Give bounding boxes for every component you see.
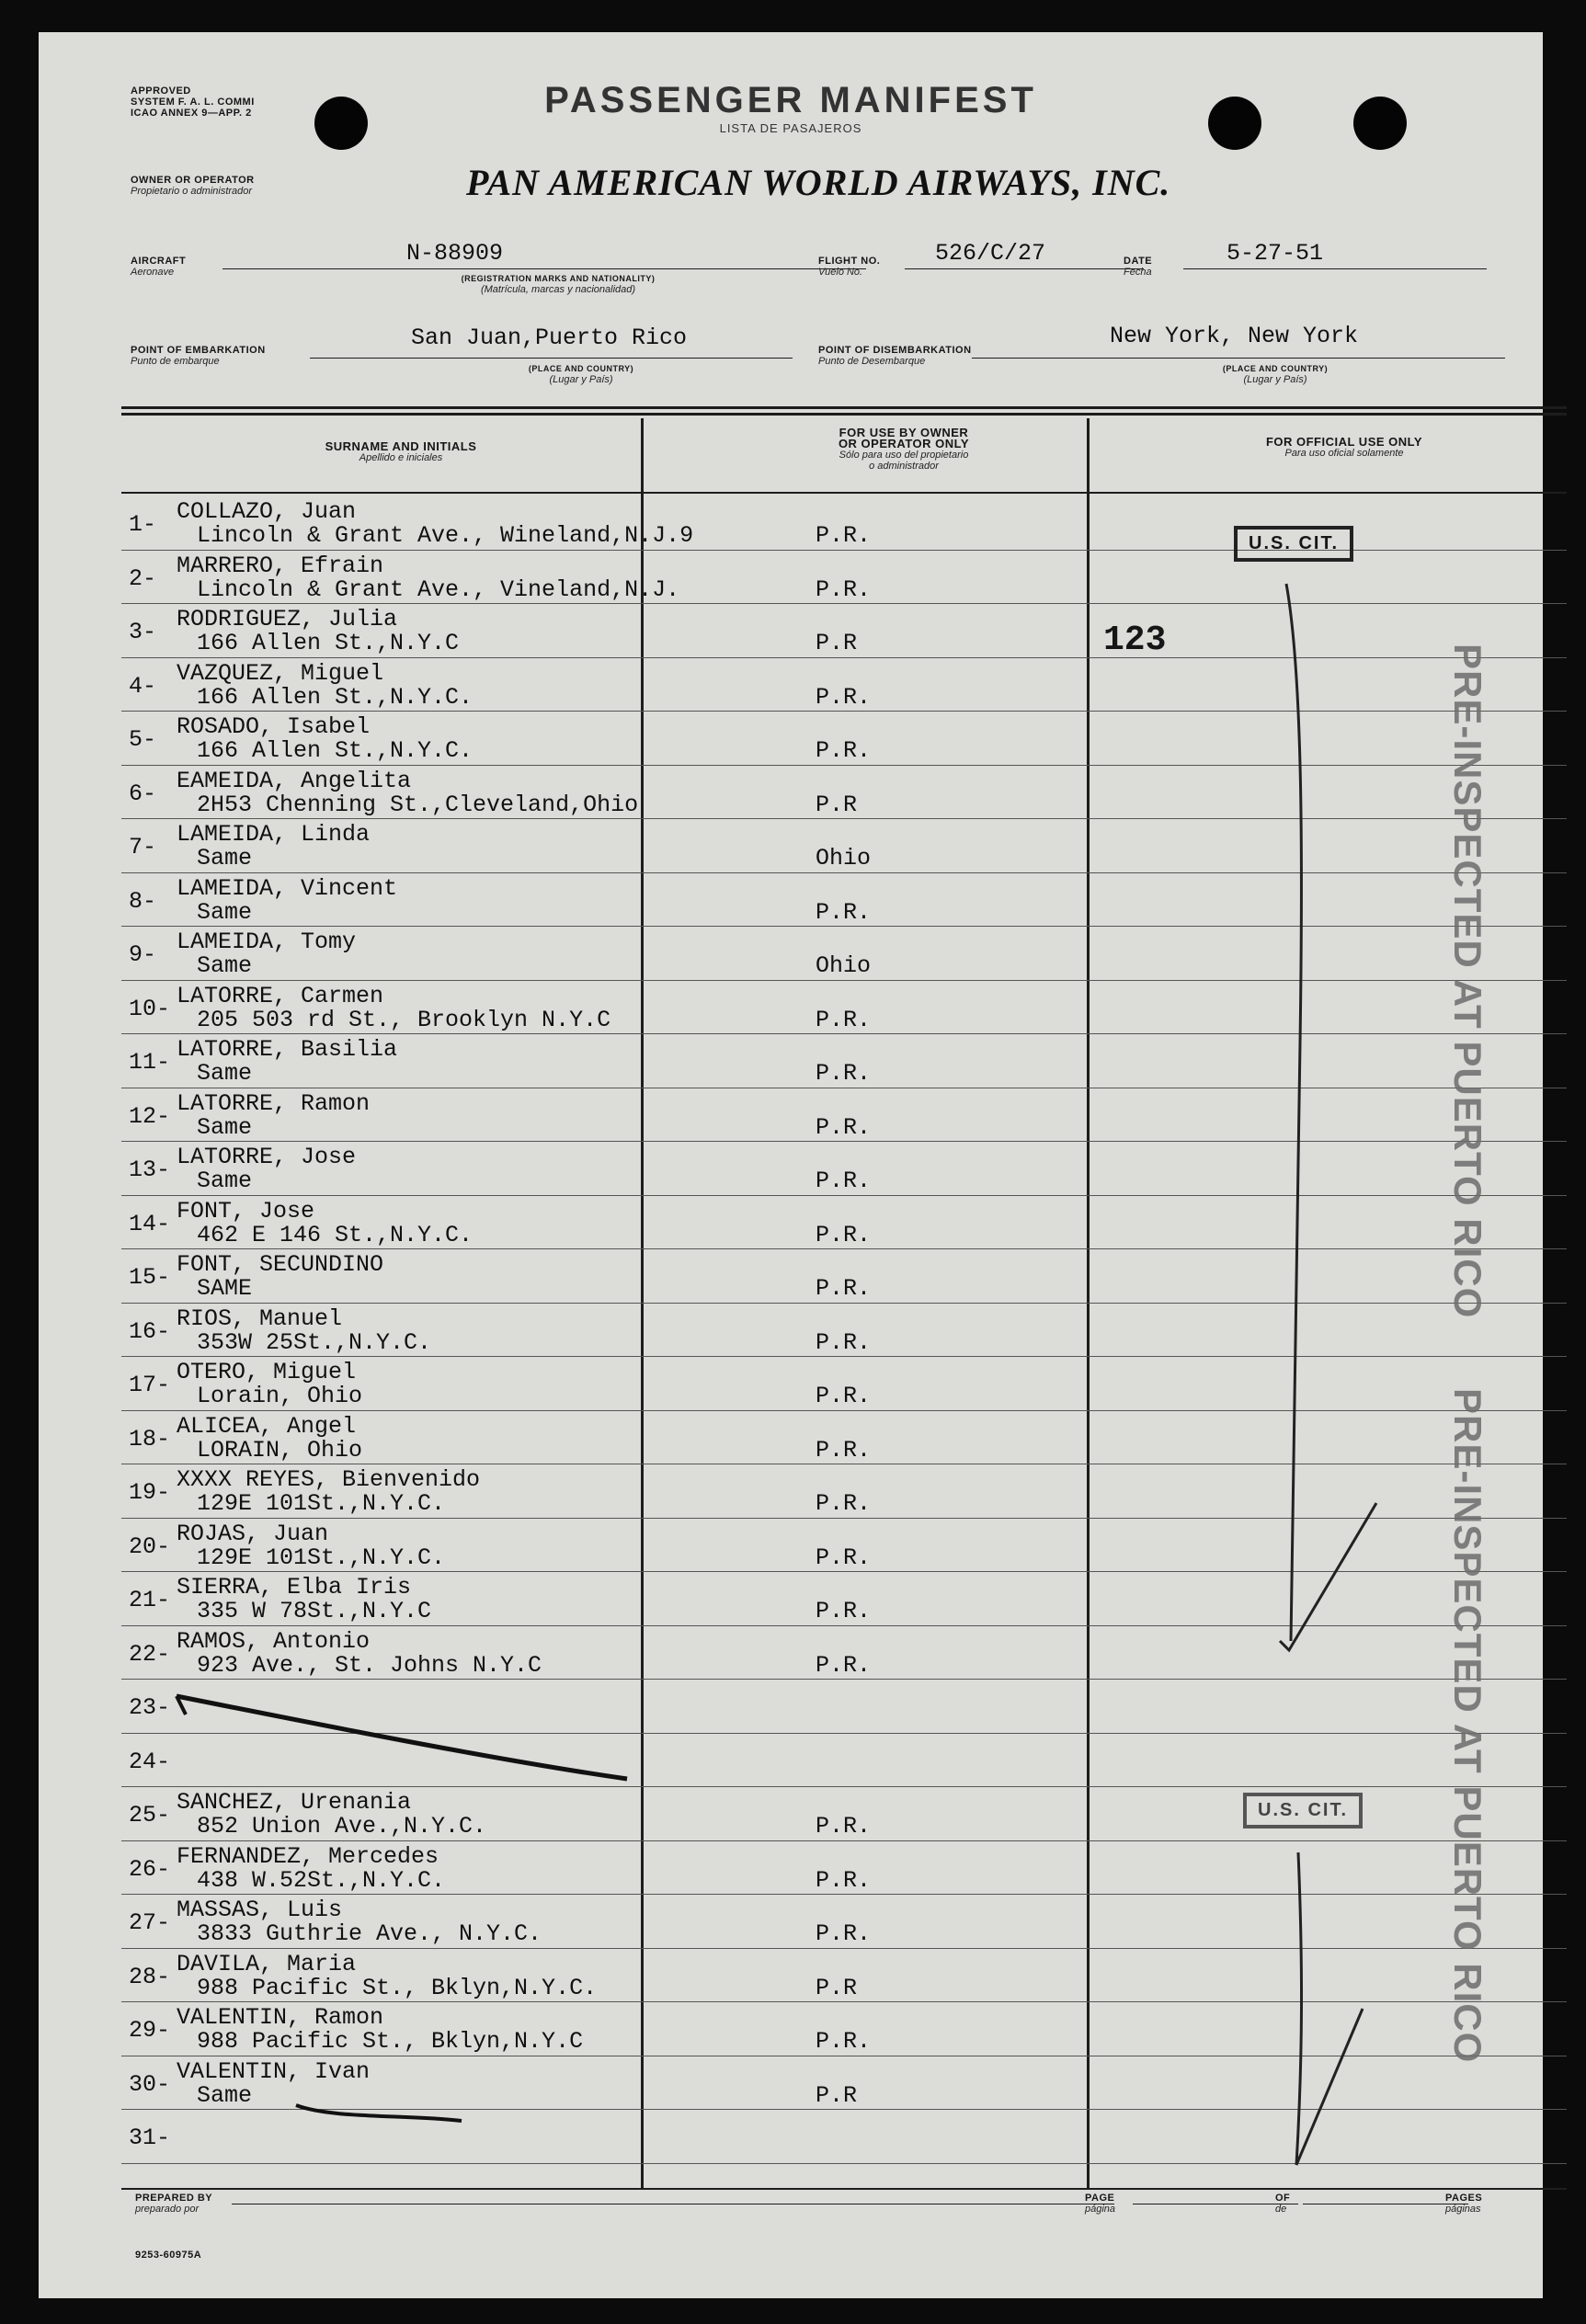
pages-label: PAGES bbox=[1445, 2193, 1483, 2204]
passenger-address: 923 Ave., St. Johns N.Y.C bbox=[197, 1651, 542, 1679]
row-number: 18- bbox=[129, 1425, 171, 1452]
operator-use: Ohio bbox=[816, 952, 872, 979]
row-number: 5- bbox=[129, 726, 157, 753]
row-number: 27- bbox=[129, 1909, 171, 1936]
passenger-address: Same bbox=[197, 845, 253, 872]
col-header-en: SURNAME AND INITIALS bbox=[325, 439, 477, 453]
prepared-by-block bbox=[135, 2193, 212, 2215]
col-header-es: o administrador bbox=[869, 461, 939, 472]
page-label-es: página bbox=[1085, 2204, 1116, 2215]
passenger-name: FERNANDEZ, Mercedes bbox=[177, 1842, 439, 1870]
manifest-sheet bbox=[39, 32, 1543, 2298]
row-number: 29- bbox=[129, 2017, 171, 2044]
row-number: 22- bbox=[129, 1640, 171, 1668]
passenger-name: LATORRE, Jose bbox=[177, 1144, 357, 1170]
row-number: 26- bbox=[129, 1855, 171, 1883]
operator-use: P.R. bbox=[816, 1383, 872, 1409]
operator-use: P.R. bbox=[816, 522, 872, 549]
row-number: 12- bbox=[129, 1102, 171, 1130]
passenger-name: LATORRE, Carmen bbox=[177, 982, 384, 1009]
us-citizen-stamp: U.S. CIT. bbox=[1234, 526, 1353, 562]
passenger-address: Same bbox=[197, 898, 253, 926]
col-header-es: Apellido e iniciales bbox=[359, 452, 443, 463]
date-label-es: Fecha bbox=[1124, 267, 1152, 278]
passenger-address: 438 W.52St.,N.Y.C. bbox=[197, 1866, 446, 1894]
approval-line: ICAO ANNEX 9—APP. 2 bbox=[131, 108, 252, 119]
row-number: 7- bbox=[129, 834, 157, 860]
col-header-es: Sólo para uso del propietario bbox=[839, 450, 969, 461]
disembark-label: POINT OF DISEMBARKATION bbox=[818, 345, 972, 356]
approval-line: SYSTEM F. A. L. COMMI bbox=[131, 97, 255, 108]
passenger-address: Lorain, Ohio bbox=[197, 1383, 363, 1409]
check-stroke bbox=[1280, 1503, 1376, 1650]
passenger-address: 988 Pacific St., Bklyn,N.Y.C. bbox=[197, 1974, 598, 2001]
operator-use: P.R. bbox=[816, 1598, 872, 1624]
aircraft-note-es: (Matrícula, marcas y nacionalidad) bbox=[480, 284, 636, 295]
passenger-address: LORAIN, Ohio bbox=[197, 1436, 363, 1464]
passenger-name: XXXX REYES, Bienvenido bbox=[177, 1466, 481, 1493]
passenger-name: DAVILA, Maria bbox=[177, 1950, 357, 1977]
date-value: 5-27-51 bbox=[1227, 240, 1324, 267]
col-header-en: FOR USE BY OWNER bbox=[839, 426, 969, 439]
passenger-address: 852 Union Ave.,N.Y.C. bbox=[197, 1813, 487, 1840]
passenger-name: ROJAS, Juan bbox=[177, 1520, 329, 1547]
page-subtitle: LISTA DE PASAJEROS bbox=[719, 121, 862, 135]
col-header-es: Para uso oficial solamente bbox=[1284, 448, 1404, 459]
owner-value: PAN AMERICAN WORLD AIRWAYS, INC. bbox=[466, 162, 1171, 203]
operator-use: P.R. bbox=[816, 1168, 872, 1194]
passenger-name: LAMEIDA, Vincent bbox=[177, 874, 398, 902]
passenger-address: Lincoln & Grant Ave., Vineland,N.J. bbox=[197, 575, 680, 603]
row-number: 23- bbox=[129, 1694, 171, 1721]
operator-use: P.R. bbox=[816, 1920, 872, 1947]
operator-use: P.R. bbox=[816, 683, 872, 711]
form-code: 9253-60975A bbox=[135, 2250, 202, 2261]
embark-label: POINT OF EMBARKATION bbox=[131, 345, 266, 356]
passenger-name: RIOS, Manuel bbox=[177, 1304, 343, 1332]
check-stroke bbox=[1296, 2009, 1363, 2165]
operator-use: P.R bbox=[816, 791, 858, 818]
passenger-name: MARRERO, Efrain bbox=[177, 552, 384, 579]
passenger-name: LAMEIDA, Linda bbox=[177, 821, 371, 848]
official-mark: 123 bbox=[1103, 621, 1167, 660]
passenger-address: Same bbox=[197, 1113, 253, 1141]
passenger-address: 129E 101St.,N.Y.C. bbox=[197, 1490, 446, 1517]
check-stroke bbox=[1286, 584, 1301, 1641]
handwritten-marks bbox=[39, 32, 1543, 2298]
of-label-es: de bbox=[1275, 2204, 1287, 2215]
owner-label-es: Propietario o administrador bbox=[131, 186, 253, 197]
passenger-name: VALENTIN, Ivan bbox=[177, 2057, 371, 2085]
operator-use: P.R. bbox=[816, 1544, 872, 1571]
passenger-address: SAME bbox=[197, 1275, 253, 1302]
passenger-name: MASSAS, Luis bbox=[177, 1897, 343, 1923]
row-number: 24- bbox=[129, 1748, 171, 1775]
place-note-es: (Lugar y País) bbox=[549, 374, 613, 385]
passenger-name: FONT, Jose bbox=[177, 1197, 315, 1225]
flight-value: 526/C/27 bbox=[935, 240, 1046, 267]
passenger-name: FONT, SECUNDINO bbox=[177, 1251, 384, 1278]
passenger-name: EAMEIDA, Angelita bbox=[177, 767, 412, 794]
passenger-name: ALICEA, Angel bbox=[177, 1412, 357, 1440]
approval-line: APPROVED bbox=[131, 85, 191, 97]
passenger-name: RAMOS, Antonio bbox=[177, 1627, 371, 1655]
passenger-address: 335 W 78St.,N.Y.C bbox=[197, 1598, 432, 1624]
row-number: 4- bbox=[129, 672, 157, 700]
row-number: 17- bbox=[129, 1372, 171, 1398]
operator-use: P.R. bbox=[816, 1113, 872, 1141]
passenger-address: 129E 101St.,N.Y.C. bbox=[197, 1544, 446, 1571]
passenger-address: 166 Allen St.,N.Y.C. bbox=[197, 737, 474, 764]
underline-stroke bbox=[296, 2105, 462, 2121]
aircraft-value: N-88909 bbox=[406, 240, 504, 267]
operator-use: Ohio bbox=[816, 845, 872, 872]
aircraft-label-es: Aeronave bbox=[131, 267, 175, 278]
row-number: 6- bbox=[129, 780, 157, 807]
passenger-address: 988 Pacific St., Bklyn,N.Y.C bbox=[197, 2028, 584, 2055]
embark-value: San Juan,Puerto Rico bbox=[411, 325, 688, 351]
page-title: PASSENGER MANIFEST bbox=[544, 80, 1037, 120]
row-number: 16- bbox=[129, 1317, 171, 1345]
owner-label: OWNER OR OPERATOR bbox=[131, 175, 255, 186]
operator-use: P.R. bbox=[816, 898, 872, 926]
row-number: 9- bbox=[129, 941, 157, 968]
of-label-block bbox=[1275, 2193, 1290, 2215]
operator-use: P.R. bbox=[816, 1006, 872, 1033]
row-number: 21- bbox=[129, 1587, 171, 1613]
row-number: 1- bbox=[129, 511, 157, 538]
passenger-name: VALENTIN, Ramon bbox=[177, 2004, 384, 2031]
pages-label-es: páginas bbox=[1445, 2204, 1481, 2215]
row-number: 14- bbox=[129, 1210, 171, 1237]
us-citizen-stamp: U.S. CIT. bbox=[1243, 1793, 1363, 1828]
passenger-address: 353W 25St.,N.Y.C. bbox=[197, 1328, 432, 1356]
row-number: 28- bbox=[129, 1963, 171, 1990]
row-number: 13- bbox=[129, 1156, 171, 1183]
passenger-address: 2H53 Chenning St.,Cleveland,Ohio bbox=[197, 791, 639, 818]
place-note-en: (PLACE AND COUNTRY) bbox=[528, 364, 634, 373]
row-number: 30- bbox=[129, 2070, 171, 2098]
disembark-label-es: Punto de Desembarque bbox=[818, 356, 926, 367]
prepared-label-es: preparado por bbox=[135, 2204, 200, 2215]
passenger-address: Same bbox=[197, 1168, 253, 1194]
operator-use: P.R. bbox=[816, 1651, 872, 1679]
place-note-en: (PLACE AND COUNTRY) bbox=[1222, 364, 1329, 373]
operator-use: P.R bbox=[816, 2081, 858, 2109]
flight-label: FLIGHT NO. bbox=[818, 256, 881, 267]
aircraft-label: AIRCRAFT bbox=[131, 256, 187, 267]
row-number: 31- bbox=[129, 2125, 171, 2151]
operator-use: P.R. bbox=[816, 2028, 872, 2055]
row-number: 25- bbox=[129, 1802, 171, 1828]
passenger-address: 166 Allen St.,N.Y.C bbox=[197, 630, 460, 656]
operator-use: P.R. bbox=[816, 575, 872, 603]
passenger-name: LAMEIDA, Tomy bbox=[177, 928, 357, 955]
passenger-address: 205 503 rd St., Brooklyn N.Y.C bbox=[197, 1006, 611, 1033]
row-number: 2- bbox=[129, 564, 157, 592]
row-number: 8- bbox=[129, 887, 157, 915]
passenger-name: COLLAZO, Juan bbox=[177, 498, 357, 525]
page-label-block bbox=[1085, 2193, 1115, 2215]
passenger-name: SIERRA, Elba Iris bbox=[177, 1574, 412, 1601]
embark-label-es: Punto de embarque bbox=[131, 356, 220, 367]
col-header-en: OR OPERATOR ONLY bbox=[838, 437, 970, 450]
strike-stroke bbox=[177, 1696, 627, 1779]
prepared-label: PREPARED BY bbox=[135, 2193, 213, 2204]
operator-use: P.R. bbox=[816, 1866, 872, 1894]
place-note-es: (Lugar y País) bbox=[1243, 374, 1307, 385]
row-number: 10- bbox=[129, 995, 171, 1022]
operator-use: P.R. bbox=[816, 1060, 872, 1087]
aircraft-note-en: (REGISTRATION MARKS AND NATIONALITY) bbox=[461, 274, 656, 283]
passenger-address: Same bbox=[197, 952, 253, 979]
of-label: OF bbox=[1275, 2193, 1291, 2204]
date-label: DATE bbox=[1124, 256, 1153, 267]
row-number: 20- bbox=[129, 1532, 171, 1560]
operator-use: P.R. bbox=[816, 737, 872, 764]
passenger-address: Same bbox=[197, 1060, 253, 1087]
row-number: 11- bbox=[129, 1049, 171, 1076]
operator-use: P.R. bbox=[816, 1275, 872, 1302]
passenger-name: RODRIGUEZ, Julia bbox=[177, 606, 398, 632]
operator-use: P.R. bbox=[816, 1328, 872, 1356]
operator-use: P.R. bbox=[816, 1436, 872, 1464]
disembark-value: New York, New York bbox=[1110, 323, 1359, 349]
flight-label-es: Vuelo No. bbox=[818, 267, 863, 278]
operator-use: P.R. bbox=[816, 1490, 872, 1517]
passenger-address: Lincoln & Grant Ave., Wineland,N.J.9 bbox=[197, 522, 694, 549]
pages-label-block bbox=[1445, 2193, 1482, 2215]
footer-rule bbox=[121, 2188, 1567, 2190]
passenger-address: 166 Allen St.,N.Y.C. bbox=[197, 683, 474, 711]
pre-inspected-stamp: PRE-INSPECTED AT PUERTO RICO bbox=[1446, 1388, 1489, 2064]
passenger-address: Same bbox=[197, 2081, 253, 2109]
operator-use: P.R. bbox=[816, 1221, 872, 1248]
operator-use: P.R. bbox=[816, 1813, 872, 1840]
passenger-name: OTERO, Miguel bbox=[177, 1359, 357, 1385]
passenger-name: LATORRE, Basilia bbox=[177, 1036, 398, 1063]
row-number: 3- bbox=[129, 619, 157, 645]
row-number: 19- bbox=[129, 1479, 171, 1506]
passenger-name: LATORRE, Ramon bbox=[177, 1089, 371, 1117]
col-header-en: FOR OFFICIAL USE ONLY bbox=[1265, 435, 1423, 449]
passenger-name: SANCHEZ, Urenania bbox=[177, 1789, 412, 1816]
pre-inspected-stamp: PRE-INSPECTED AT PUERTO RICO bbox=[1446, 644, 1489, 1319]
page-label: PAGE bbox=[1085, 2193, 1115, 2204]
operator-use: P.R bbox=[816, 630, 858, 656]
operator-use: P.R bbox=[816, 1974, 858, 2001]
check-stroke bbox=[1296, 1852, 1302, 2165]
passenger-name: VAZQUEZ, Miguel bbox=[177, 659, 384, 687]
passenger-address: 462 E 146 St.,N.Y.C. bbox=[197, 1221, 474, 1248]
passenger-name: ROSADO, Isabel bbox=[177, 713, 371, 740]
row-number: 15- bbox=[129, 1264, 171, 1291]
passenger-address: 3833 Guthrie Ave., N.Y.C. bbox=[197, 1920, 542, 1947]
